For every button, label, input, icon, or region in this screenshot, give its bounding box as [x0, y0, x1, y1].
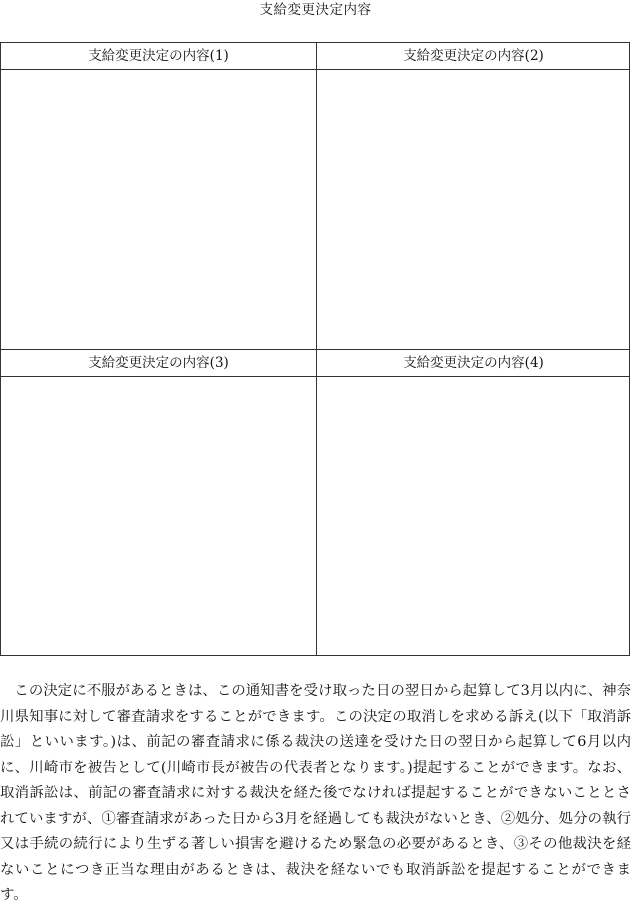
- decision-content-cell-3: [1, 350, 317, 655]
- decision-content-cell-4: [317, 350, 630, 655]
- cell-header-4: 支給変更決定の内容(4): [317, 350, 630, 377]
- decision-content-cell-2: [317, 43, 630, 350]
- cell-header-3: 支給変更決定の内容(3): [1, 350, 316, 377]
- cell-body-3: [1, 377, 316, 655]
- decision-content-table: [0, 42, 630, 656]
- appeal-notice-paragraph: この決定に不服があるときは、この通知書を受け取った日の翌日から起算して3月以内に、神奈川県知事に対して審査請求をすることができます。この決定の取消しを求める訴え(以下「取消訴訟」といいます。)は、前記の審査請求に係る裁決の送達を受けた日の翌日から起算して6月以内に、川崎市を被告として(川崎市長が被告の代表者となります。)提起することができます。なお、取消訴訟は、前記の審査請求に対する裁決を経た後でなければ提起することができないこととされていますが、①審査請求があった日から3月を経過しても裁決がないとき、②処分、処分の執行又は手続の続行により生ずる著しい損害を避けるため緊急の必要があるとき、③その他裁決を経ないことにつき正当な理由があるときは、裁決を経ないでも取消訴訟を提起することができます。: [0, 683, 631, 903]
- cell-body-2: [317, 70, 630, 349]
- cell-body-1: [1, 70, 316, 349]
- document-title: 支給変更決定内容: [259, 2, 372, 18]
- cell-header-1: 支給変更決定の内容(1): [1, 43, 316, 70]
- cell-body-4: [317, 377, 630, 655]
- cell-header-2: 支給変更決定の内容(2): [317, 43, 630, 70]
- decision-content-cell-1: [1, 43, 317, 350]
